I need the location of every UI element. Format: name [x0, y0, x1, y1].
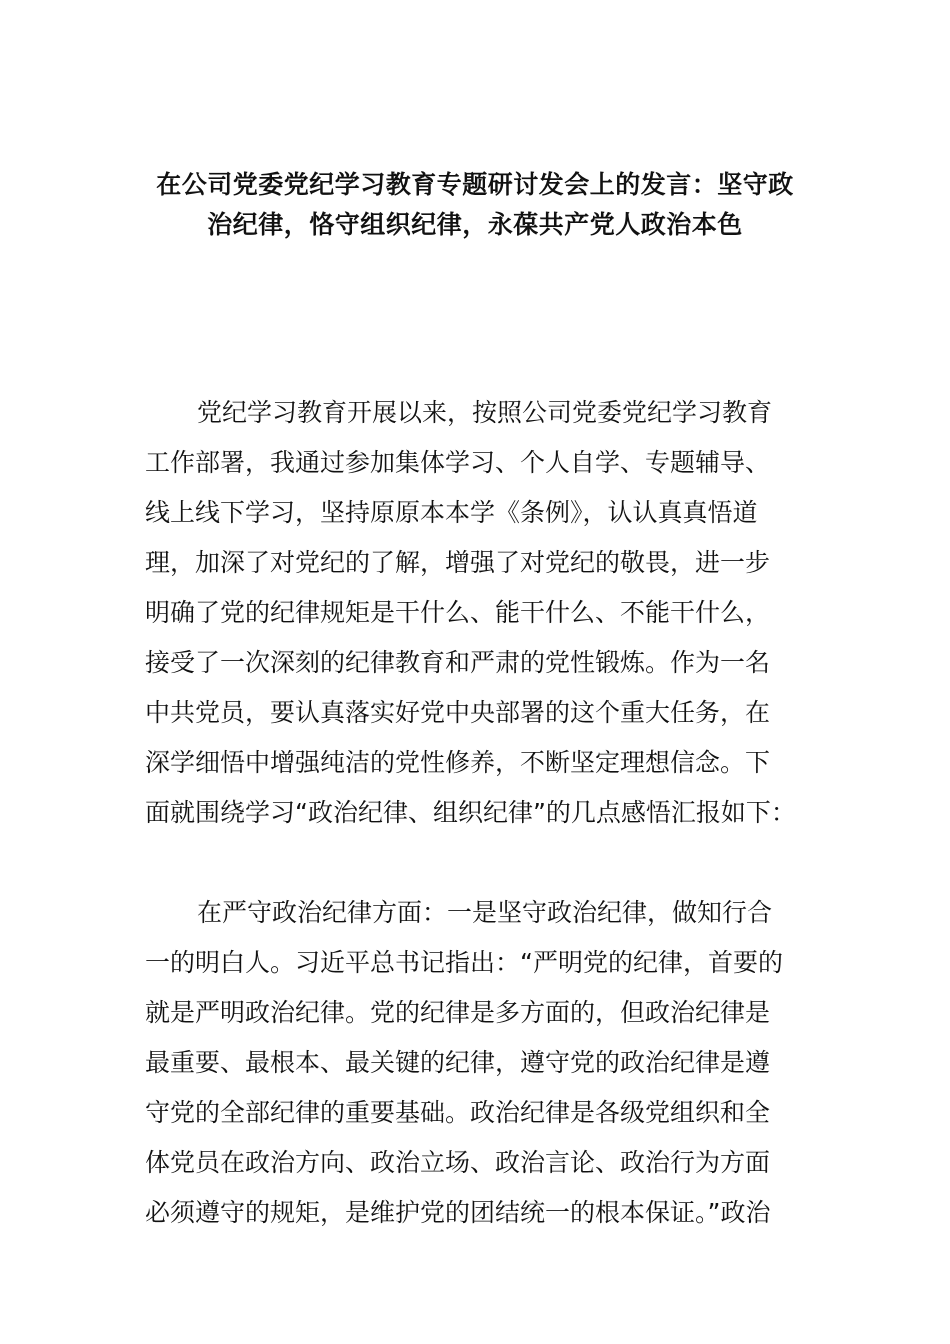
paragraph-spacer — [145, 838, 810, 888]
paragraph-1-line: 面就围绕学习“政治纪律、组织纪律”的几点感悟汇报如下： — [145, 798, 796, 827]
paragraph-2-line: 必须遵守的规矩，是维护党的团结统一的根本保证。”政治 — [145, 1198, 771, 1227]
paragraph-1 — [145, 388, 810, 838]
paragraph-2-line: 就是严明政治纪律。党的纪律是多方面的，但政治纪律是 — [145, 998, 771, 1027]
paragraph-2-line: 体党员在政治方向、政治立场、政治言论、政治行为方面 — [145, 1148, 771, 1177]
paragraph-1-line: 工作部署，我通过参加集体学习、个人自学、专题辅导、 — [145, 448, 771, 477]
paragraph-1-line: 理，加深了对党纪的了解，增强了对党纪的敬畏，进一步 — [145, 548, 771, 577]
paragraph-1-line: 深学细悟中增强纯洁的党性修养，不断坚定理想信念。下 — [145, 748, 771, 777]
paragraph-2-line: 守党的全部纪律的重要基础。政治纪律是各级党组织和全 — [145, 1098, 771, 1127]
paragraph-1-line: 党纪学习教育开展以来，按照公司党委党纪学习教育 — [197, 398, 773, 427]
paragraph-1-line: 接受了一次深刻的纪律教育和严肃的党性锻炼。作为一名 — [145, 648, 771, 677]
paragraph-2-line: 在严守政治纪律方面：一是坚守政治纪律，做知行合 — [197, 898, 773, 927]
document-body — [145, 388, 810, 1238]
paragraph-2-line: 一的明白人。习近平总书记指出：“严明党的纪律，首要的 — [145, 948, 783, 977]
paragraph-1-line: 中共党员，要认真落实好党中央部署的这个重大任务，在 — [145, 698, 771, 727]
document-title — [145, 165, 805, 245]
paragraph-2 — [145, 888, 810, 1238]
paragraph-1-line: 明确了党的纪律规矩是干什么、能干什么、不能干什么， — [145, 598, 771, 627]
title-line-2: 治纪律，恪守组织纪律，永葆共产党人政治本色 — [207, 210, 743, 239]
title-line-1: 在公司党委党纪学习教育专题研讨发会上的发言：坚守政 — [156, 170, 794, 199]
paragraph-1-line: 线上线下学习，坚持原原本本学《条例》，认认真真悟道 — [145, 498, 758, 527]
paragraph-2-line: 最重要、最根本、最关键的纪律，遵守党的政治纪律是遵 — [145, 1048, 771, 1077]
